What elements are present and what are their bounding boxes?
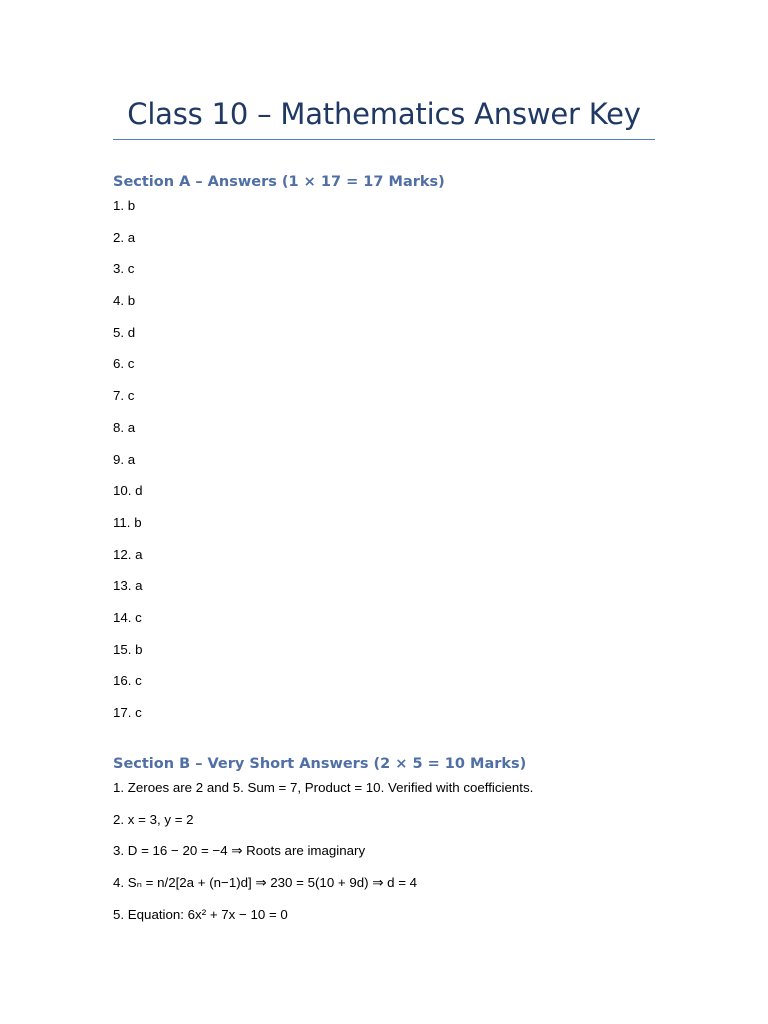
section-b-heading: Section B – Very Short Answers (2 × 5 = 10 Marks) bbox=[113, 756, 527, 772]
section-a-answer-13: 13. a bbox=[113, 578, 143, 594]
section-a-answer-11: 11. b bbox=[113, 514, 142, 530]
section-a-answer-15: 15. b bbox=[113, 641, 143, 657]
section-a-answer-1: 1. b bbox=[113, 198, 136, 213]
section-b-answer-1: 1. Zeroes are 2 and 5. Sum = 7, Product = 10. Verified with coefficients. bbox=[113, 780, 534, 795]
section-a-answer-5: 5. d bbox=[113, 324, 136, 340]
section-a-answer-10: 10. d bbox=[113, 483, 143, 499]
section-a-answer-2: 2. a bbox=[113, 229, 136, 245]
section-a-answer-4: 4. b bbox=[113, 293, 136, 309]
section-a-answer-6: 6. c bbox=[113, 356, 135, 372]
title-underline bbox=[113, 139, 655, 140]
section-a-answer-list bbox=[113, 197, 143, 736]
section-b-answer-2: 2. x = 3, y = 2 bbox=[113, 811, 194, 827]
section-a-answer-17: 17. c bbox=[113, 705, 142, 720]
document-title: Class 10 – Mathematics Answer Key bbox=[127, 97, 641, 131]
section-a-answer-7: 7. c bbox=[113, 388, 135, 404]
section-a-answer-14: 14. c bbox=[113, 609, 142, 625]
section-b-answer-3: 3. D = 16 − 20 = −4 ⇒ Roots are imaginary bbox=[113, 843, 366, 859]
section-b-answer-5: 5. Equation: 6x² + 7x − 10 = 0 bbox=[113, 906, 288, 922]
section-a-answer-16: 16. c bbox=[113, 673, 142, 689]
section-b-answer-list bbox=[113, 779, 533, 937]
section-a-answer-8: 8. a bbox=[113, 419, 136, 435]
section-a-heading: Section A – Answers (1 × 17 = 17 Marks) bbox=[113, 174, 445, 190]
section-a-answer-3: 3. c bbox=[113, 261, 135, 277]
section-a-answer-12: 12. a bbox=[113, 546, 143, 562]
section-a-answer-9: 9. a bbox=[113, 451, 136, 467]
section-b-answer-4: 4. Sₙ = n/2[2a + (n−1)d] ⇒ 230 = 5(10 + 9d) ⇒ d = 4 bbox=[113, 875, 418, 891]
